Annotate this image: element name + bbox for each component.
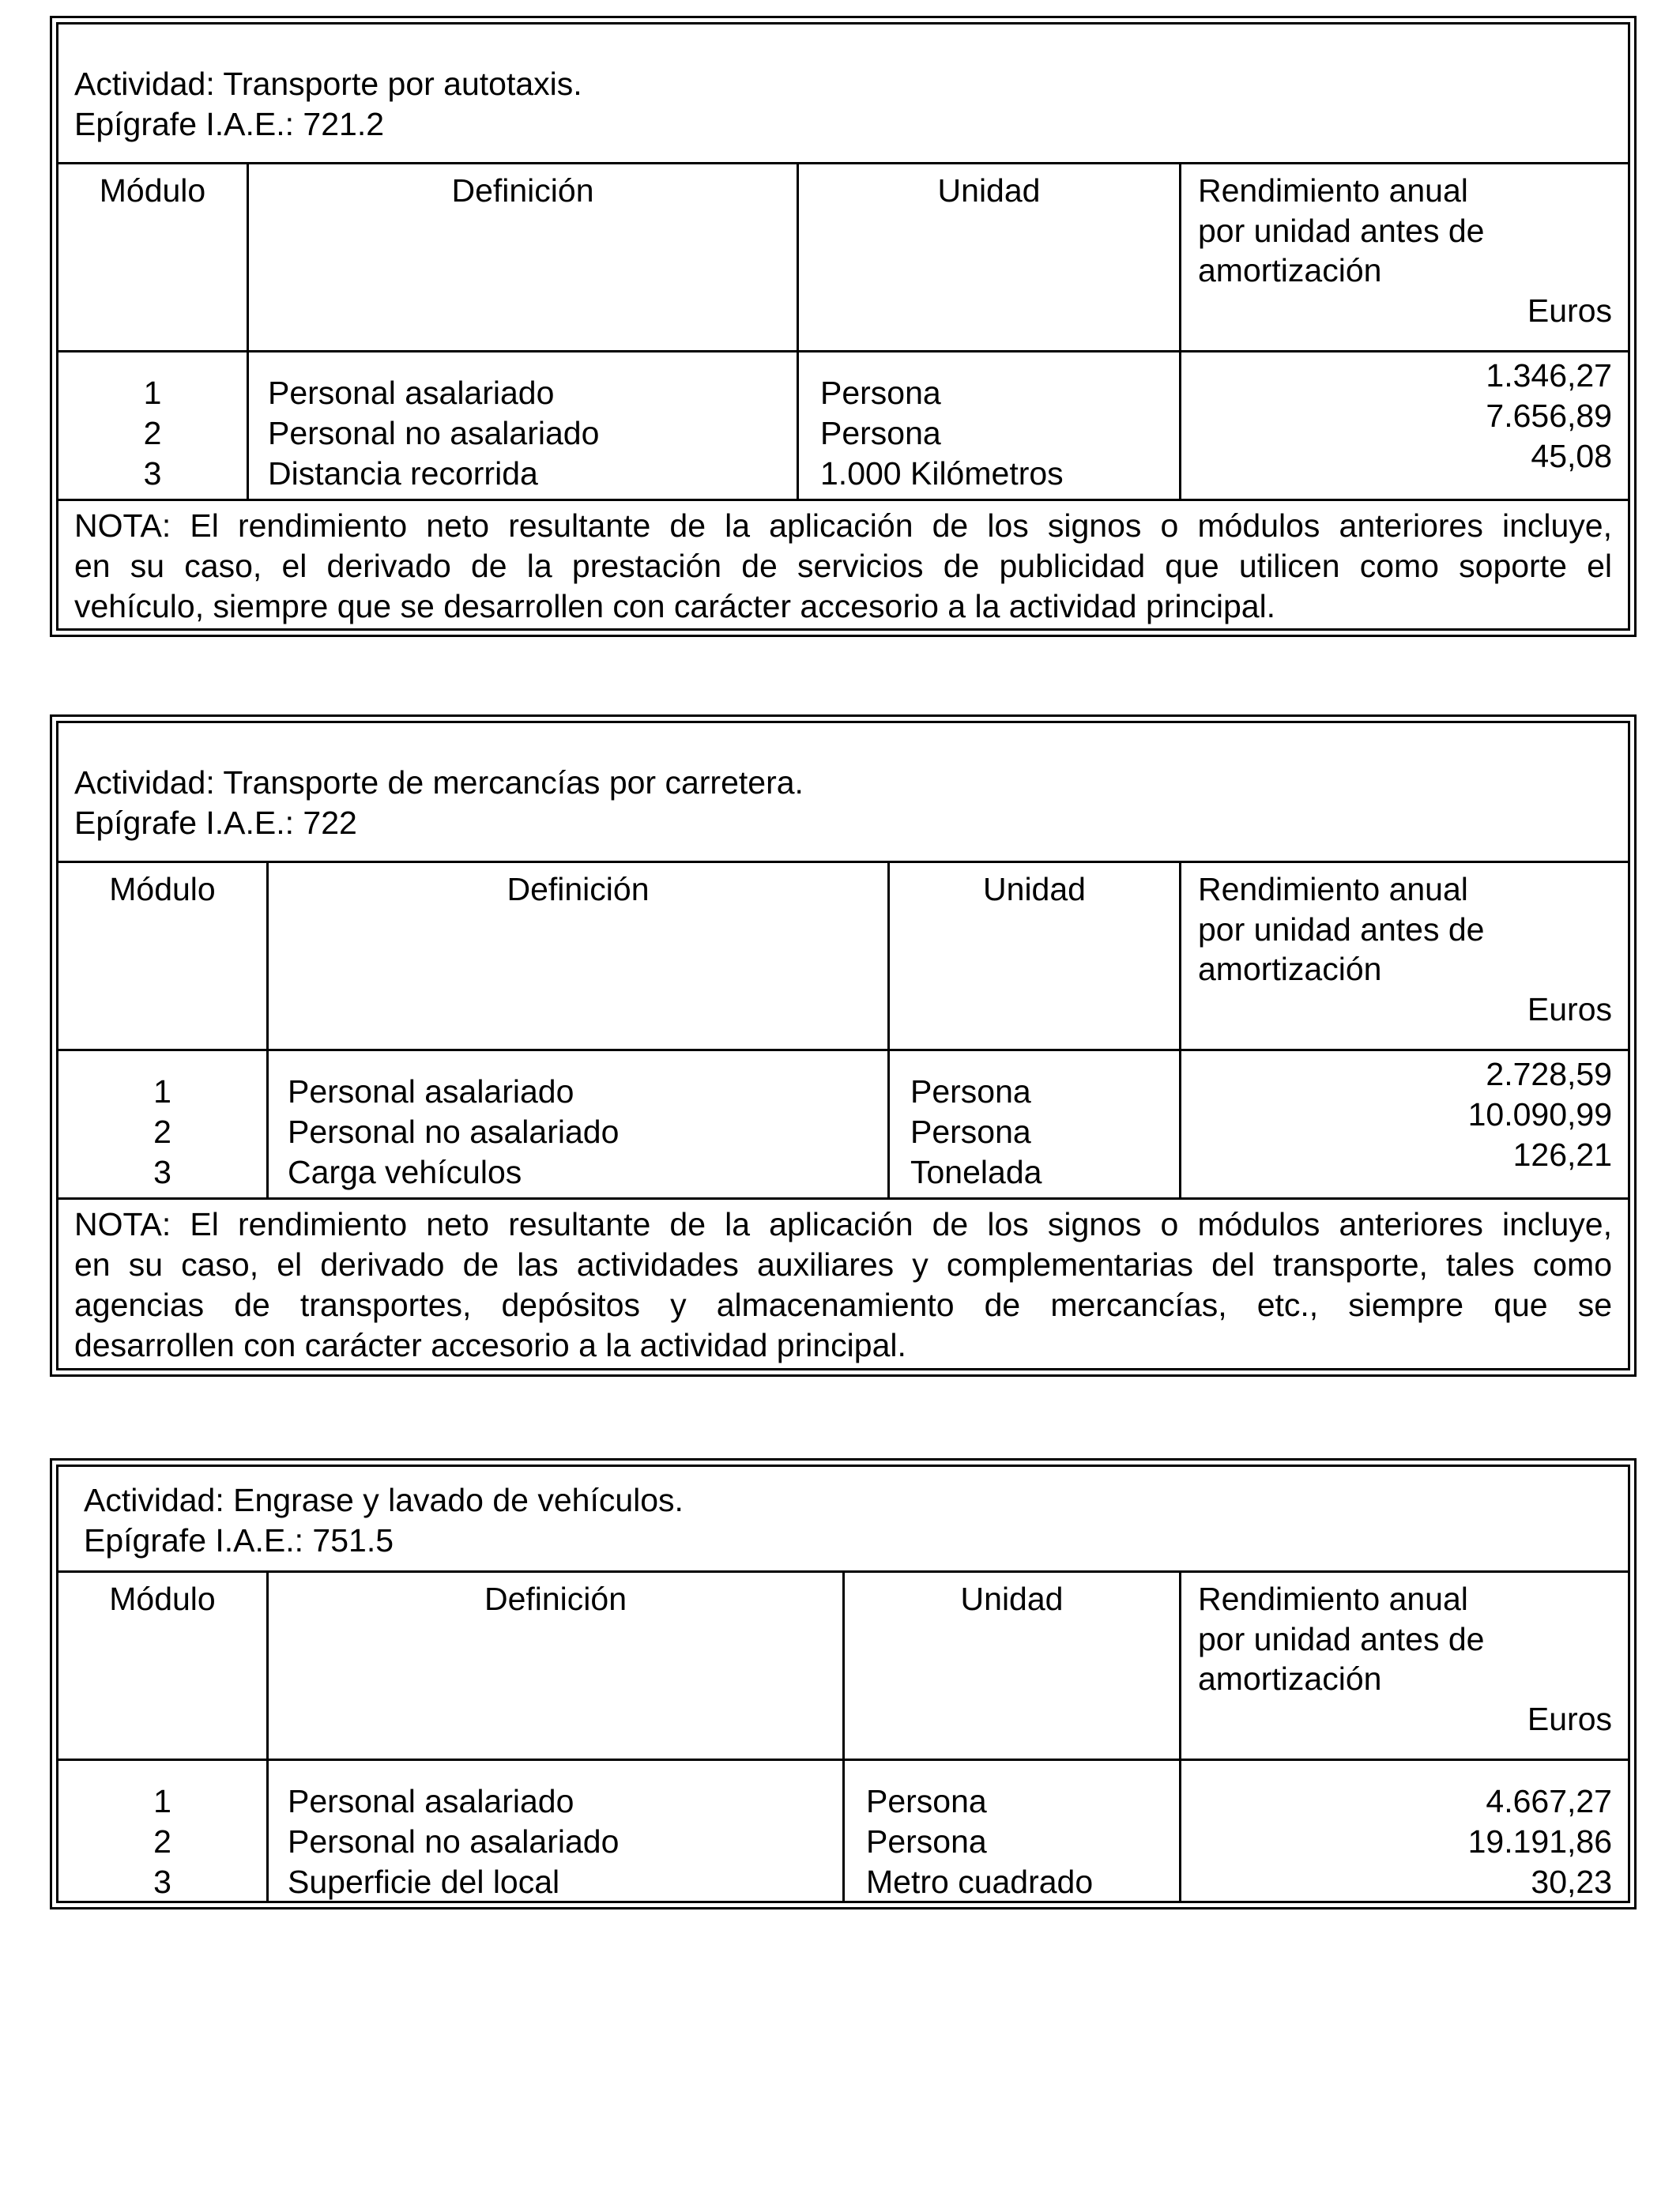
column-divider [266, 863, 269, 1197]
table-autotaxis [50, 16, 1637, 637]
column-divider [797, 164, 799, 499]
note-divider [58, 1197, 1628, 1200]
nota-text [74, 1204, 1612, 1366]
cell-unidad: Persona [910, 1073, 1031, 1110]
header-rendimiento-3: amortización [1198, 252, 1382, 288]
header-rendimiento-2: por unidad antes de [1198, 1621, 1485, 1657]
epigrafe-label: Epígrafe I.A.E.: 721.2 [74, 106, 385, 142]
column-area [58, 164, 1628, 499]
table-engrase [50, 1458, 1637, 1909]
cell-unidad: Persona [866, 1783, 987, 1819]
cell-valor: 7.656,89 [1486, 398, 1612, 434]
header-divider [58, 350, 1628, 352]
header-rendimiento-3: amortización [1198, 951, 1382, 987]
header-modulo: Módulo [99, 172, 206, 209]
nota-line: en su caso, el derivado de las actividades auxiliares y complementarias del transporte, tales como [74, 1246, 1612, 1283]
cell-definicion: Distancia recorrida [268, 455, 538, 492]
header-modulo: Módulo [109, 871, 216, 907]
header-modulo: Módulo [109, 1581, 216, 1617]
table-inner [56, 721, 1630, 1370]
activity-title: Actividad: Engrase y lavado de vehículos. [84, 1482, 684, 1518]
header-rendimiento-1: Rendimiento anual [1198, 871, 1468, 907]
column-divider [887, 863, 890, 1197]
cell-unidad: Persona [910, 1114, 1031, 1150]
cell-valor: 45,08 [1531, 438, 1612, 474]
cell-definicion: Personal no asalariado [268, 415, 600, 451]
header-divider [58, 1759, 1628, 1761]
cell-definicion: Superficie del local [288, 1864, 560, 1900]
cell-valor: 2.728,59 [1486, 1056, 1612, 1092]
nota-line: agencias de transportes, depósitos y almacenamiento de mercancías, etc., siempre que se [74, 1287, 1612, 1323]
header-rendimiento-2: por unidad antes de [1198, 213, 1485, 249]
cell-unidad: 1.000 Kilómetros [820, 455, 1064, 492]
epigrafe-label: Epígrafe I.A.E.: 751.5 [84, 1522, 394, 1559]
header-rendimiento-2: por unidad antes de [1198, 911, 1485, 948]
cell-valor: 19.191,86 [1467, 1823, 1612, 1860]
header-rendimiento-1: Rendimiento anual [1198, 172, 1468, 209]
cell-modulo: 1 [143, 375, 162, 411]
nota-line: en su caso, el derivado de la prestación de servicios de publicidad que utilicen como soporte el [74, 548, 1612, 584]
cell-modulo: 2 [153, 1114, 171, 1150]
cell-modulo: 2 [153, 1823, 171, 1860]
activity-title: Actividad: Transporte de mercancías por carretera. [74, 764, 804, 801]
nota-line: NOTA: El rendimiento neto resultante de la aplicación de los signos o módulos anteriores incluye, [74, 1206, 1612, 1242]
cell-valor: 1.346,27 [1486, 357, 1612, 394]
cell-definicion: Personal asalariado [288, 1073, 574, 1110]
nota-line: NOTA: El rendimiento neto resultante de la aplicación de los signos o módulos anteriores incluye, [74, 507, 1612, 544]
table-inner [56, 1465, 1630, 1903]
nota-line: vehículo, siempre que se desarrollen con carácter accesorio a la actividad principal. [74, 588, 1276, 624]
cell-unidad: Persona [820, 415, 941, 451]
cell-valor: 126,21 [1512, 1137, 1612, 1173]
header-rendimiento-1: Rendimiento anual [1198, 1581, 1468, 1617]
column-divider [266, 1573, 269, 1901]
cell-unidad: Tonelada [910, 1154, 1042, 1190]
header-unidad: Unidad [960, 1581, 1064, 1617]
header-definicion: Definición [484, 1581, 627, 1617]
note-divider [58, 499, 1628, 501]
activity-header [58, 1467, 1628, 1573]
header-divider [58, 1049, 1628, 1051]
cell-modulo: 3 [153, 1154, 171, 1190]
table-mercancias [50, 714, 1637, 1377]
nota-text [74, 506, 1612, 627]
column-divider [1179, 164, 1181, 499]
header-unidad: Unidad [983, 871, 1086, 907]
cell-modulo: 1 [153, 1783, 171, 1819]
header-euros: Euros [1527, 1701, 1612, 1737]
header-definicion: Definición [507, 871, 650, 907]
column-divider [1179, 863, 1181, 1197]
cell-valor: 10.090,99 [1467, 1096, 1612, 1133]
cell-definicion: Personal asalariado [268, 375, 555, 411]
cell-modulo: 2 [143, 415, 162, 451]
activity-header [58, 723, 1628, 863]
cell-unidad: Persona [820, 375, 941, 411]
cell-valor: 30,23 [1531, 1864, 1612, 1900]
table-inner [56, 22, 1630, 631]
header-rendimiento-3: amortización [1198, 1661, 1382, 1697]
header-euros: Euros [1527, 292, 1612, 329]
cell-unidad: Persona [866, 1823, 987, 1860]
column-area [58, 1573, 1628, 1901]
epigrafe-label: Epígrafe I.A.E.: 722 [74, 805, 357, 841]
cell-modulo: 3 [153, 1864, 171, 1900]
column-divider [842, 1573, 845, 1901]
cell-valor: 4.667,27 [1486, 1783, 1612, 1819]
cell-modulo: 3 [143, 455, 162, 492]
cell-modulo: 1 [153, 1073, 171, 1110]
header-definicion: Definición [451, 172, 594, 209]
column-divider [1179, 1573, 1181, 1901]
nota-line: desarrollen con carácter accesorio a la actividad principal. [74, 1327, 906, 1363]
cell-definicion: Personal no asalariado [288, 1114, 620, 1150]
cell-unidad: Metro cuadrado [866, 1864, 1094, 1900]
column-divider [247, 164, 249, 499]
header-euros: Euros [1527, 991, 1612, 1027]
cell-definicion: Personal asalariado [288, 1783, 574, 1819]
activity-header [58, 25, 1628, 164]
activity-title: Actividad: Transporte por autotaxis. [74, 66, 582, 102]
cell-definicion: Personal no asalariado [288, 1823, 620, 1860]
cell-definicion: Carga vehículos [288, 1154, 522, 1190]
column-area [58, 863, 1628, 1197]
header-unidad: Unidad [937, 172, 1041, 209]
